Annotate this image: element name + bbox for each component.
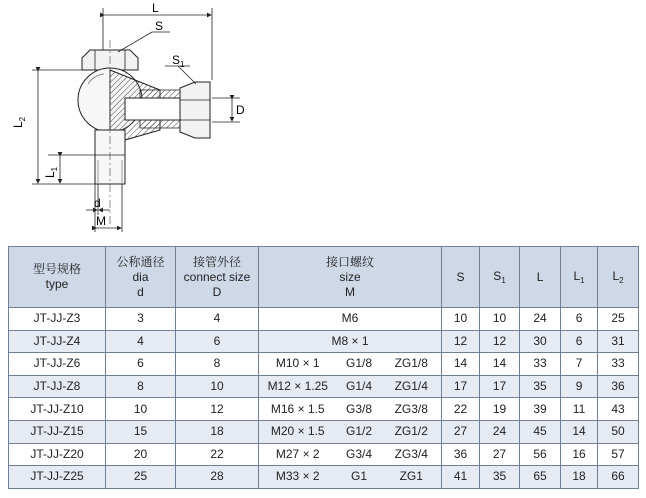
cell-S1: 17 [480,375,520,398]
header-L2: $L_2$ [598,247,639,308]
cell-S1: 19 [480,398,520,421]
table-row [9,330,639,353]
cell-dia: 8 [106,375,176,398]
cell-connect: 18 [176,420,259,443]
cell-thread: M8 × 1 [259,330,442,353]
cell-thread-m: M27 × 2 [259,443,337,466]
cell-S: 22 [442,398,480,421]
cell-L1: 16 [561,443,598,466]
cell-L2: 50 [598,420,639,443]
label-L2: $L_2$ [11,116,27,128]
label-D: D [236,103,245,117]
table-row [9,420,639,443]
cell-dia: 3 [106,308,176,331]
cell-model: JT-JJ-Z20 [9,443,106,466]
cell-L1: 9 [561,375,598,398]
header-model: 型号规格 type [9,247,106,308]
cell-thread-zg: ZG1/4 [382,375,442,398]
cell-S1: 14 [480,353,520,376]
cell-S: 17 [442,375,480,398]
cell-thread-g: G3/4 [337,443,382,466]
cell-thread-m: M33 × 2 [259,466,337,489]
table-row [9,353,639,376]
cell-L1: 18 [561,466,598,489]
cell-L1: 6 [561,330,598,353]
cell-L: 30 [520,330,561,353]
cell-thread-g: G1/4 [337,375,382,398]
cell-L: 24 [520,308,561,331]
table-row [9,375,639,398]
cell-thread-zg: ZG3/8 [382,398,442,421]
cell-S1: 24 [480,420,520,443]
cell-model: JT-JJ-Z10 [9,398,106,421]
cell-S: 27 [442,420,480,443]
header-L1: $L_1$ [561,247,598,308]
table-row [9,308,639,331]
cell-thread-zg: ZG1 [382,466,442,489]
cell-connect: 28 [176,466,259,489]
cell-dia: 4 [106,330,176,353]
cell-L2: 25 [598,308,639,331]
cell-connect: 8 [176,353,259,376]
cell-S: 14 [442,353,480,376]
cell-S1: 27 [480,443,520,466]
label-L1: $L_1$ [43,166,59,178]
cell-connect: 6 [176,330,259,353]
cell-dia: 6 [106,353,176,376]
cell-thread-zg: ZG3/4 [382,443,442,466]
label-S1: $S_1$ [172,53,185,69]
spec-table [8,246,639,489]
cell-model: JT-JJ-Z8 [9,375,106,398]
cell-S: 12 [442,330,480,353]
cell-S: 41 [442,466,480,489]
label-d: d [94,196,101,210]
cell-connect: 10 [176,375,259,398]
cell-thread-zg: ZG1/8 [382,353,442,376]
cell-S: 10 [442,308,480,331]
cell-L2: 33 [598,353,639,376]
cell-model: JT-JJ-Z25 [9,466,106,489]
table-row [9,466,639,489]
cell-dia: 25 [106,466,176,489]
cell-L: 45 [520,420,561,443]
header-L: L [520,247,561,308]
table-row [9,443,639,466]
cell-L: 35 [520,375,561,398]
cell-L: 56 [520,443,561,466]
cell-model: JT-JJ-Z15 [9,420,106,443]
header-S: S [442,247,480,308]
cell-thread-m: M16 × 1.5 [259,398,337,421]
cell-L2: 43 [598,398,639,421]
cell-L1: 6 [561,308,598,331]
label-L: L [152,1,159,15]
cell-L: 65 [520,466,561,489]
header-connect-size: 接管外径 connect size D [176,247,259,308]
table-header-row [9,247,639,308]
cell-connect: 12 [176,398,259,421]
cell-L2: 31 [598,330,639,353]
cell-L1: 14 [561,420,598,443]
cell-dia: 15 [106,420,176,443]
cell-thread-g: G1/8 [337,353,382,376]
cell-model: JT-JJ-Z4 [9,330,106,353]
cell-dia: 20 [106,443,176,466]
cell-connect: 22 [176,443,259,466]
cell-thread-g: G3/8 [337,398,382,421]
header-thread-size: 接口螺纹 size M [259,247,442,308]
cell-L2: 66 [598,466,639,489]
cell-L2: 36 [598,375,639,398]
cell-thread-m: M12 × 1.25 [259,375,337,398]
cell-L2: 57 [598,443,639,466]
cell-S1: 12 [480,330,520,353]
cell-thread-g: G1/2 [337,420,382,443]
header-dia: 公称通径 dia d [106,247,176,308]
cell-L: 33 [520,353,561,376]
header-S1: $S_1$ [480,247,520,308]
cell-dia: 10 [106,398,176,421]
cell-L1: 11 [561,398,598,421]
label-M: M [96,214,106,228]
cell-thread-m: M10 × 1 [259,353,337,376]
fitting-drawing [0,0,646,245]
spec-table-container [8,246,638,489]
cell-thread-g: G1 [337,466,382,489]
table-row [9,398,639,421]
cell-thread: M6 [259,308,442,331]
cell-S1: 35 [480,466,520,489]
cell-connect: 4 [176,308,259,331]
label-S: S [155,19,164,33]
cell-S1: 10 [480,308,520,331]
cell-L: 39 [520,398,561,421]
cell-model: JT-JJ-Z6 [9,353,106,376]
cell-thread-zg: ZG1/2 [382,420,442,443]
cell-model: JT-JJ-Z3 [9,308,106,331]
cell-S: 36 [442,443,480,466]
cell-thread-m: M20 × 1.5 [259,420,337,443]
cell-L1: 7 [561,353,598,376]
